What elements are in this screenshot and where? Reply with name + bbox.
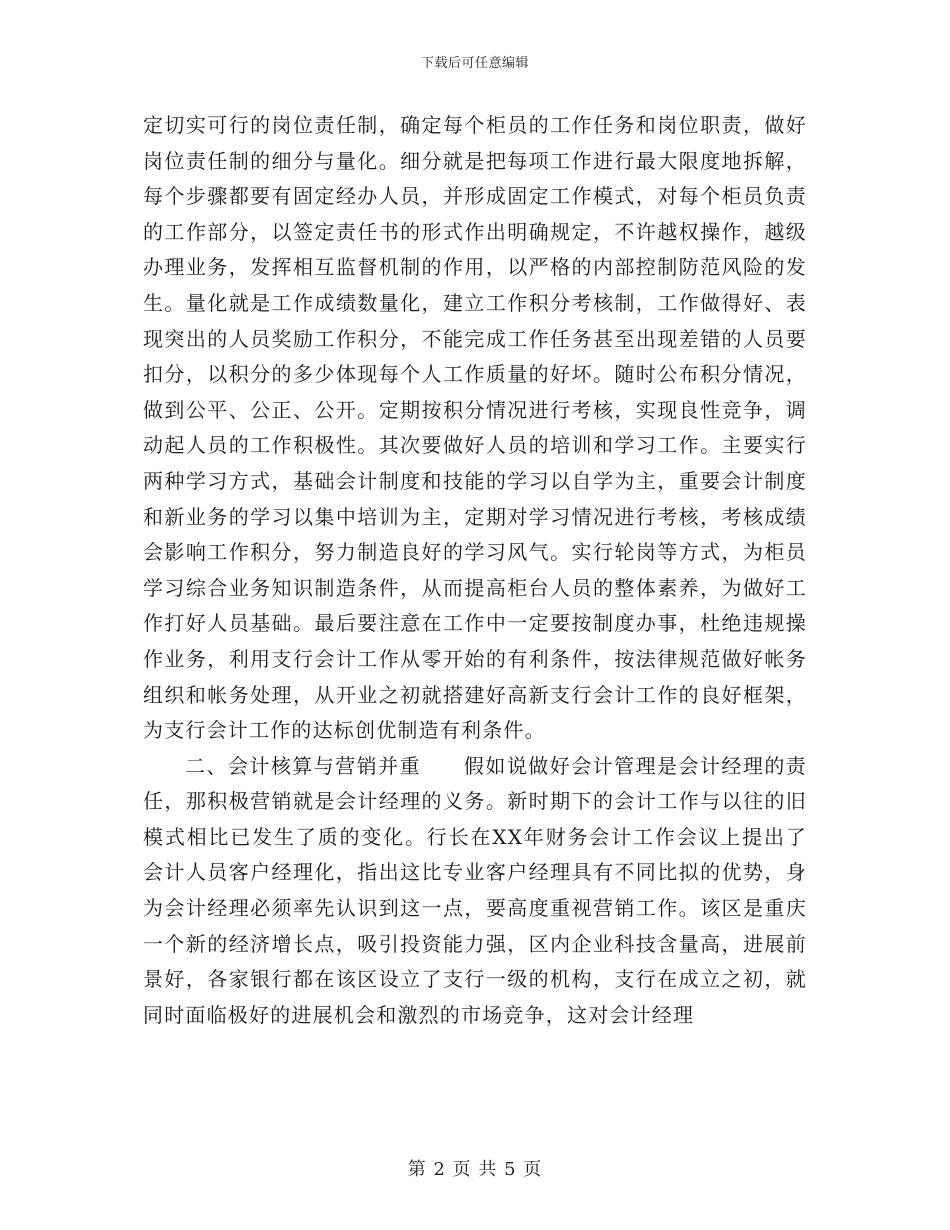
page-number: 第 2 页 共 5 页 [407, 1159, 543, 1180]
header-note: 下载后可任意编辑 [420, 56, 529, 71]
body-paragraph-2: 二、会计核算与营销并重 假如说做好会计管理是会计经理的责任，那积极营销就是会计经理的义务。新时期下的会计工作与以往的旧模式相比已发生了质的变化。行长在XX年财务会计工作会议上提出了会计人员客户经理化，指出这比专业客户经理具有不同比拟的优势，身为会计经理必须率先认识到这一点，要高度重视营销工作。该区是重庆一个新的经济增长点，吸引投资能力强，区内企业科技含量高，进展前景好，各家银行都在该区设立了支行一级的机构，支行在成立之初，就同时面临极好的进展机会和激烈的市场竞争，这对会计经理 [143, 753, 807, 1027]
body-paragraph-1: 定切实可行的岗位责任制，确定每个柜员的工作任务和岗位职责，做好岗位责任制的细分与量化。细分就是把每项工作进行最大限度地拆解，每个步骤都要有固定经办人员，并形成固定工作模式，对每个柜员负责的工作部分，以签定责任书的形式作出明确规定，不许越权操作，越级办理业务，发挥相互监督机制的作用，以严格的内部控制防范风险的发生。量化就是工作成绩数量化，建立工作积分考核制，工作做得好、表现突出的人员奖励工作积分，不能完成工作任务甚至出现差错的人员要扣分，以积分的多少体现每个人工作质量的好坏。随时公布积分情况，做到公平、公正、公开。定期按积分情况进行考核，实现良性竞争，调动起人员的工作积极性。其次要做好人员的培训和学习工作。主要实行两种学习方式，基础会计制度和技能的学习以自学为主，重要会计制度和新业务的学习以集中培训为主，定期对学习情况进行考核，考核成绩会影响工作积分，努力制造良好的学习风气。实行轮岗等方式，为柜员学习综合业务知识制造条件，从而提高柜台人员的整体素养，为做好工作打好人员基础。最后要注意在工作中一定要按制度办事，杜绝违规操作业务，利用支行会计工作从零开始的有利条件，按法律规范做好帐务组织和帐务处理，从开业之初就搭建好高新支行会计工作的良好框架，为支行会计工作的达标创优制造有利条件。 [143, 113, 807, 743]
document-body [143, 108, 807, 1033]
